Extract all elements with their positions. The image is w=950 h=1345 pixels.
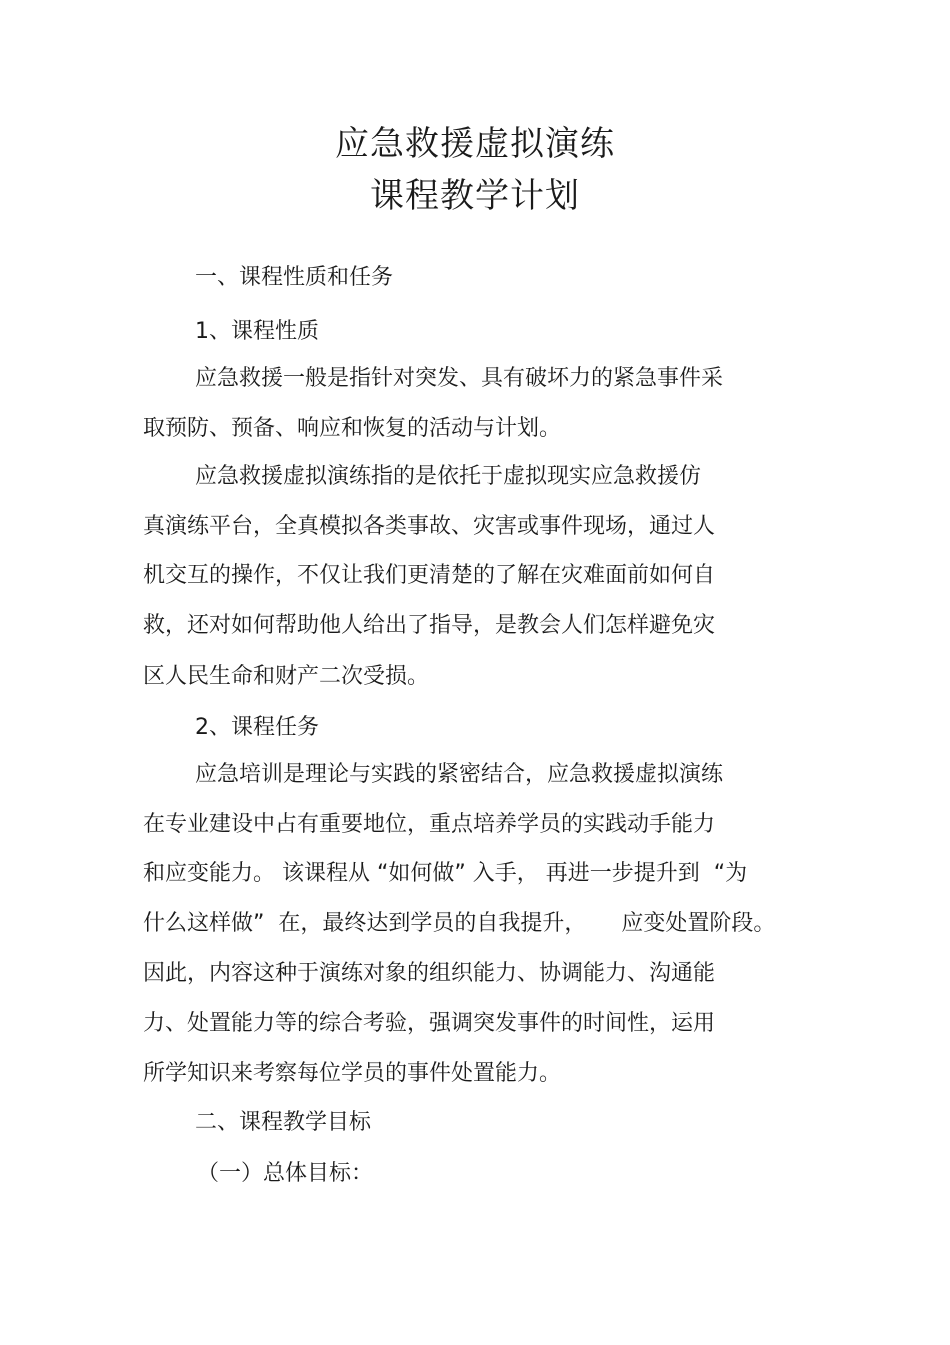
document-title-line-1: 应急救援虚拟演练 [335,124,615,164]
paragraph-3-line: 力、处置能力等的综合考验，强调突发事件的时间性，运用 [143,1011,716,1036]
paragraph-3-line: 什么这样做” 在，最终达到学员的自我提升， 应变处置阶段。 [143,911,776,936]
paragraph-2-line: 救，还对如何帮助他人给出了指导，是教会人们怎样避免灾 [143,613,716,638]
subsection-1-heading: 1、课程性质 [195,319,319,344]
paragraph-3-line: 和应变能力。 该课程从 “如何做” 入手， 再进一步提升到 “为 [143,861,748,886]
section-2-heading: 二、课程教学目标 [195,1110,372,1135]
paragraph-3-line: 因此，内容这种于演练对象的组织能力、协调能力、沟通能 [143,961,716,986]
paragraph-3-line: 所学知识来考察每位学员的事件处置能力。 [143,1061,562,1086]
paragraph-1-line: 取预防、预备、响应和恢复的活动与计划。 [143,416,562,441]
paragraph-2-line: 应急救援虚拟演练指的是依托于虚拟现实应急救援仿 [195,464,702,489]
paragraph-1-line: 应急救援一般是指针对突发、具有破坏力的紧急事件采 [195,366,724,391]
subsection-3-heading: （一）总体目标： [197,1161,374,1186]
paragraph-2-line: 区人民生命和财产二次受损。 [143,664,430,689]
paragraph-3-line: 应急培训是理论与实践的紧密结合，应急救援虚拟演练 [195,762,724,787]
document-title-line-2: 课程教学计划 [370,176,580,216]
paragraph-2-line: 机交互的操作，不仅让我们更清楚的了解在灾难面前如何自 [143,563,716,588]
section-1-heading: 一、课程性质和任务 [195,265,394,290]
subsection-2-heading: 2、课程任务 [195,715,319,740]
paragraph-2-line: 真演练平台，全真模拟各类事故、灾害或事件现场，通过人 [143,514,716,539]
paragraph-3-line: 在专业建设中占有重要地位，重点培养学员的实践动手能力 [143,812,716,837]
